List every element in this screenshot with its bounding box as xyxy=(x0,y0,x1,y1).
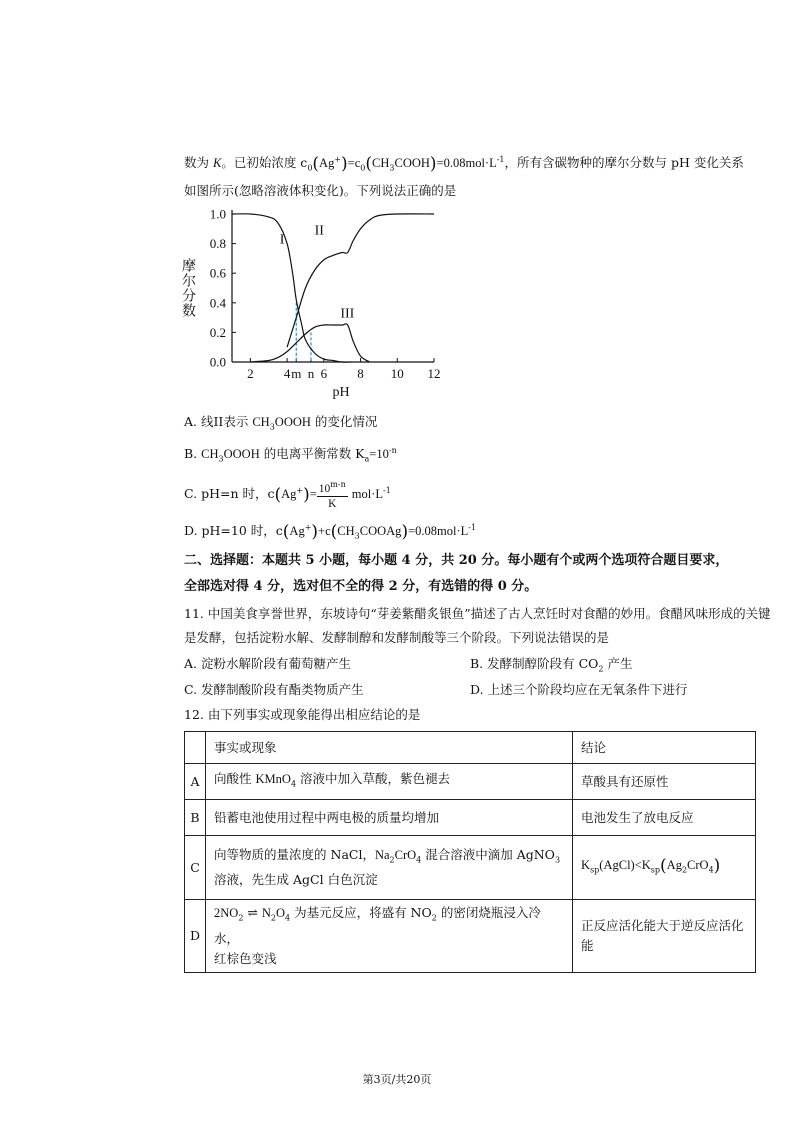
q11-b-tail: 产生 xyxy=(603,656,633,671)
opt-b-oooh: OOOH xyxy=(223,447,260,462)
row-a-fact xyxy=(206,764,573,800)
opt-c-eq: = xyxy=(309,487,317,502)
opt-a-tail: 的变化情况 xyxy=(310,414,378,429)
opt-a-oooh: OOOH xyxy=(274,415,311,429)
opt-b-sub: 3 xyxy=(218,454,224,464)
row-c-fact xyxy=(206,836,573,900)
table-row xyxy=(185,800,756,836)
table-row xyxy=(185,836,756,900)
page-footer: 第3页/共20页 xyxy=(362,1073,432,1086)
intro-text-b: 。已初始浓度 c xyxy=(221,155,308,171)
row-d-fact-tail: 红棕色变浅 xyxy=(214,950,277,966)
row-c-ag: Ag xyxy=(666,857,682,872)
x-tick-label: 2 xyxy=(247,366,254,381)
row-a-fact-text: 向酸性 xyxy=(214,770,256,786)
row-d-o: O xyxy=(275,906,286,920)
intro-text-c: ，所有含碳物种的摩尔分数与 pH 变化关系 xyxy=(504,155,744,171)
option-c: C. pH=n 时，c(Ag+)= $\frac{10^{m-n}}{K}$ $mol\cdot L^{-1}$ xyxy=(184,480,391,511)
x-tick-label: 4 xyxy=(283,366,291,381)
opt-b-exp: -n xyxy=(388,446,397,455)
opt-d-plus: +c xyxy=(318,524,331,539)
row-c-fact-tail: 溶液，先生成 AgCl 白色沉淀 xyxy=(214,872,378,888)
intro-conc: =0.08mol·L xyxy=(436,156,497,171)
row-d-conc-b: 能 xyxy=(581,937,594,953)
option-b xyxy=(184,442,397,469)
row-d-sub2b: 2 xyxy=(270,913,276,923)
row-label-d: D xyxy=(185,900,206,973)
row-d-fact xyxy=(206,900,573,973)
row-c-sp: sp xyxy=(590,865,600,875)
row-c-agcl: (AgCl)<K xyxy=(599,857,651,872)
opt-d-ag: Ag xyxy=(289,524,305,539)
row-c-na: Na xyxy=(374,847,390,862)
row-c-k: K xyxy=(581,857,591,872)
table-cell-empty xyxy=(185,732,206,764)
row-c-conc-cro: CrO xyxy=(687,857,709,872)
row-c-sub2: 2 xyxy=(389,855,395,865)
section-2-line-2: 全部选对得 4 分，选对但不全的得 2 分，有选错的得 0 分。 xyxy=(184,579,538,594)
row-c-conc-sub2: 2 xyxy=(681,865,688,875)
opt-d-sub: 3 xyxy=(354,531,360,541)
row-a-fact-tail: 溶液中加入草酸，紫色褪去 xyxy=(296,770,451,786)
opt-b-text: B. xyxy=(184,446,202,462)
row-d-sub2: 2 xyxy=(238,913,244,923)
row-b-fact: 铅蓄电池使用过程中两电极的质量均增加 xyxy=(206,800,573,836)
row-d-sub2c: 2 xyxy=(431,913,437,923)
row-d-conclusion xyxy=(573,900,756,973)
opt-d-text: D. pH=10 时，c xyxy=(184,523,283,539)
x-tick-label: 12 xyxy=(427,366,441,381)
q11-b-text: B. 发酵制醇阶段有 CO xyxy=(470,656,599,671)
table-row xyxy=(185,764,756,800)
q11-line-1: 11. 中国美食享誉世界，东坡诗句“芽姜紫醋炙银鱼”描述了古人烹饪时对食醋的妙用。食醋风味形成的关键 xyxy=(184,606,771,621)
x-tick-label: m xyxy=(291,366,302,381)
row-c-sp2: sp xyxy=(650,865,661,875)
curve-label-I: I xyxy=(279,232,285,248)
y-tick-label: 0.8 xyxy=(209,236,226,252)
option-a xyxy=(184,413,377,437)
intro-sub-b: 0 xyxy=(360,163,366,173)
intro-line-2: 如图所示(忽略溶液体积变化)。下列说法正确的是 xyxy=(184,183,457,198)
series-line-I xyxy=(232,214,351,362)
row-label-a: A xyxy=(185,764,206,800)
opt-a-ch: CH xyxy=(252,415,270,429)
q11-option-a: A. 淀粉水解阶段有葡萄糖产生 xyxy=(184,656,351,671)
row-a-sub: 4 xyxy=(290,779,297,789)
x-axis-label: pH xyxy=(332,385,350,400)
row-d-sub4: 4 xyxy=(285,913,291,923)
table-row xyxy=(185,732,756,764)
section-2-line-1: 二、选择题：本题共 5 小题，每小题 4 分，共 20 分。每小题有个或两个选项符合题目要求， xyxy=(184,553,729,568)
opt-b-ka: 的电离平衡常数 K xyxy=(259,446,365,462)
intro-eq: =c xyxy=(347,156,361,171)
row-d-conc-a: 正反应活化能大于逆反应活化 xyxy=(581,917,744,933)
row-c-cro: CrO xyxy=(394,847,417,862)
intro-sub-3: 3 xyxy=(389,163,395,173)
q11-line-2: 是发酵，包括淀粉水解、发酵制醇和发酵制酸等三个阶段。下列说法错误的是 xyxy=(184,630,610,645)
row-label-c: C xyxy=(185,836,206,900)
row-c-fact-mid: 混合溶液中滴加 AgNO xyxy=(421,846,555,862)
row-d-fact-mid: 为基元反应，将盛有 NO xyxy=(290,905,432,920)
curve-label-II: II xyxy=(314,223,324,239)
q12-stem: 12. 由下列事实或现象能得出相应结论的是 xyxy=(184,707,421,722)
opt-b-sub-a: a xyxy=(364,454,370,464)
q11-option-c: C. 发酵制酸阶段有酯类物质产生 xyxy=(184,682,364,697)
y-tick-label: 0.6 xyxy=(209,265,226,281)
opt-a-text: A. 线II表示 xyxy=(184,414,253,429)
opt-c-ag: Ag xyxy=(281,487,297,502)
row-b-conclusion: 电池发生了放电反应 xyxy=(573,800,756,836)
q11-option-b xyxy=(470,655,633,679)
row-c-fact-text: 向等物质的量浓度的 NaCl， xyxy=(214,846,375,862)
row-d-n: N xyxy=(261,906,271,920)
table-row xyxy=(185,900,756,973)
y-tick-label: 0.0 xyxy=(209,354,226,370)
opt-d-ch: CH xyxy=(337,524,355,539)
x-tick-label: 6 xyxy=(320,366,328,381)
opt-c-num-exp: m-n xyxy=(330,480,346,490)
opt-c-den: K xyxy=(328,498,337,511)
opt-c-unit-exp: -1 xyxy=(382,486,391,495)
intro-k: K xyxy=(212,156,222,171)
series-line-III xyxy=(250,324,369,362)
intro-ch: CH xyxy=(372,156,390,171)
opt-d-eq: =0.08mol·L xyxy=(408,524,469,539)
row-c-sub3: 3 xyxy=(554,855,561,865)
opt-b-eq: =10 xyxy=(369,447,389,462)
opt-c-text: C. pH=n 时，c xyxy=(184,486,275,502)
y-tick-label: 0.4 xyxy=(209,295,226,311)
row-a-conclusion: 草酸具有还原性 xyxy=(573,764,756,800)
y-tick-label: 1.0 xyxy=(209,206,226,222)
q11-b-sub: 2 xyxy=(598,664,604,674)
curve-label-III: III xyxy=(340,306,355,322)
intro-ag: Ag xyxy=(319,156,335,171)
mole-fraction-chart xyxy=(180,202,450,404)
opt-c-num: 10 xyxy=(318,483,331,496)
opt-d-cooag: COOAg xyxy=(359,524,402,539)
opt-b-ch: CH xyxy=(201,447,219,462)
row-label-b: B xyxy=(185,800,206,836)
intro-text-a: 数为 xyxy=(184,155,213,171)
intro-exp: -1 xyxy=(496,155,505,164)
option-d: D. pH=10 时，$c(Ag^+)+c(CH_3COOAg)=0.08mol\cdot L^{-1}$ xyxy=(184,522,477,543)
x-tick-label: 8 xyxy=(357,366,364,381)
intro-line-1: 数为 K。已初始浓度 $c_0(Ag^+)=c_0(CH_3COOH)=0.08mol\cdot L^{-1}$，所有含碳物种的摩尔分数与 pH 变化关系 xyxy=(184,154,744,175)
q11-option-d: D. 上述三个阶段均应在无氧条件下进行 xyxy=(470,682,688,697)
header-conclusion: 结论 xyxy=(573,732,756,764)
opt-c-fraction xyxy=(317,478,348,511)
opt-d-exp: -1 xyxy=(468,523,477,532)
x-tick-label: 10 xyxy=(390,366,404,381)
row-c-conc-sub4: 4 xyxy=(708,865,714,875)
opt-c-unit: mol·L xyxy=(351,487,383,502)
row-d-fact-mid2: 的密闭烧瓶浸入冷水， xyxy=(214,905,541,946)
series-line-II xyxy=(287,214,434,347)
q12-table xyxy=(184,731,756,973)
row-d-2no: 2NO xyxy=(214,906,239,920)
row-c-sub4: 4 xyxy=(416,855,422,865)
intro-sub: 0 xyxy=(307,163,313,173)
intro-cooh: COOH xyxy=(394,156,430,171)
y-axis-label: 摩尔分数 xyxy=(180,258,196,318)
opt-a-sub: 3 xyxy=(269,422,275,432)
x-tick-label: n xyxy=(307,366,315,381)
row-c-conclusion: $K_{sp}(AgCl)<K_{sp}(Ag_2CrO_4)$ xyxy=(573,836,756,900)
header-fact: 事实或现象 xyxy=(206,732,573,764)
y-tick-label: 0.2 xyxy=(209,324,226,340)
equilibrium-arrow-icon: ⇌ xyxy=(243,905,262,920)
row-a-kmno: KMnO xyxy=(255,771,291,786)
